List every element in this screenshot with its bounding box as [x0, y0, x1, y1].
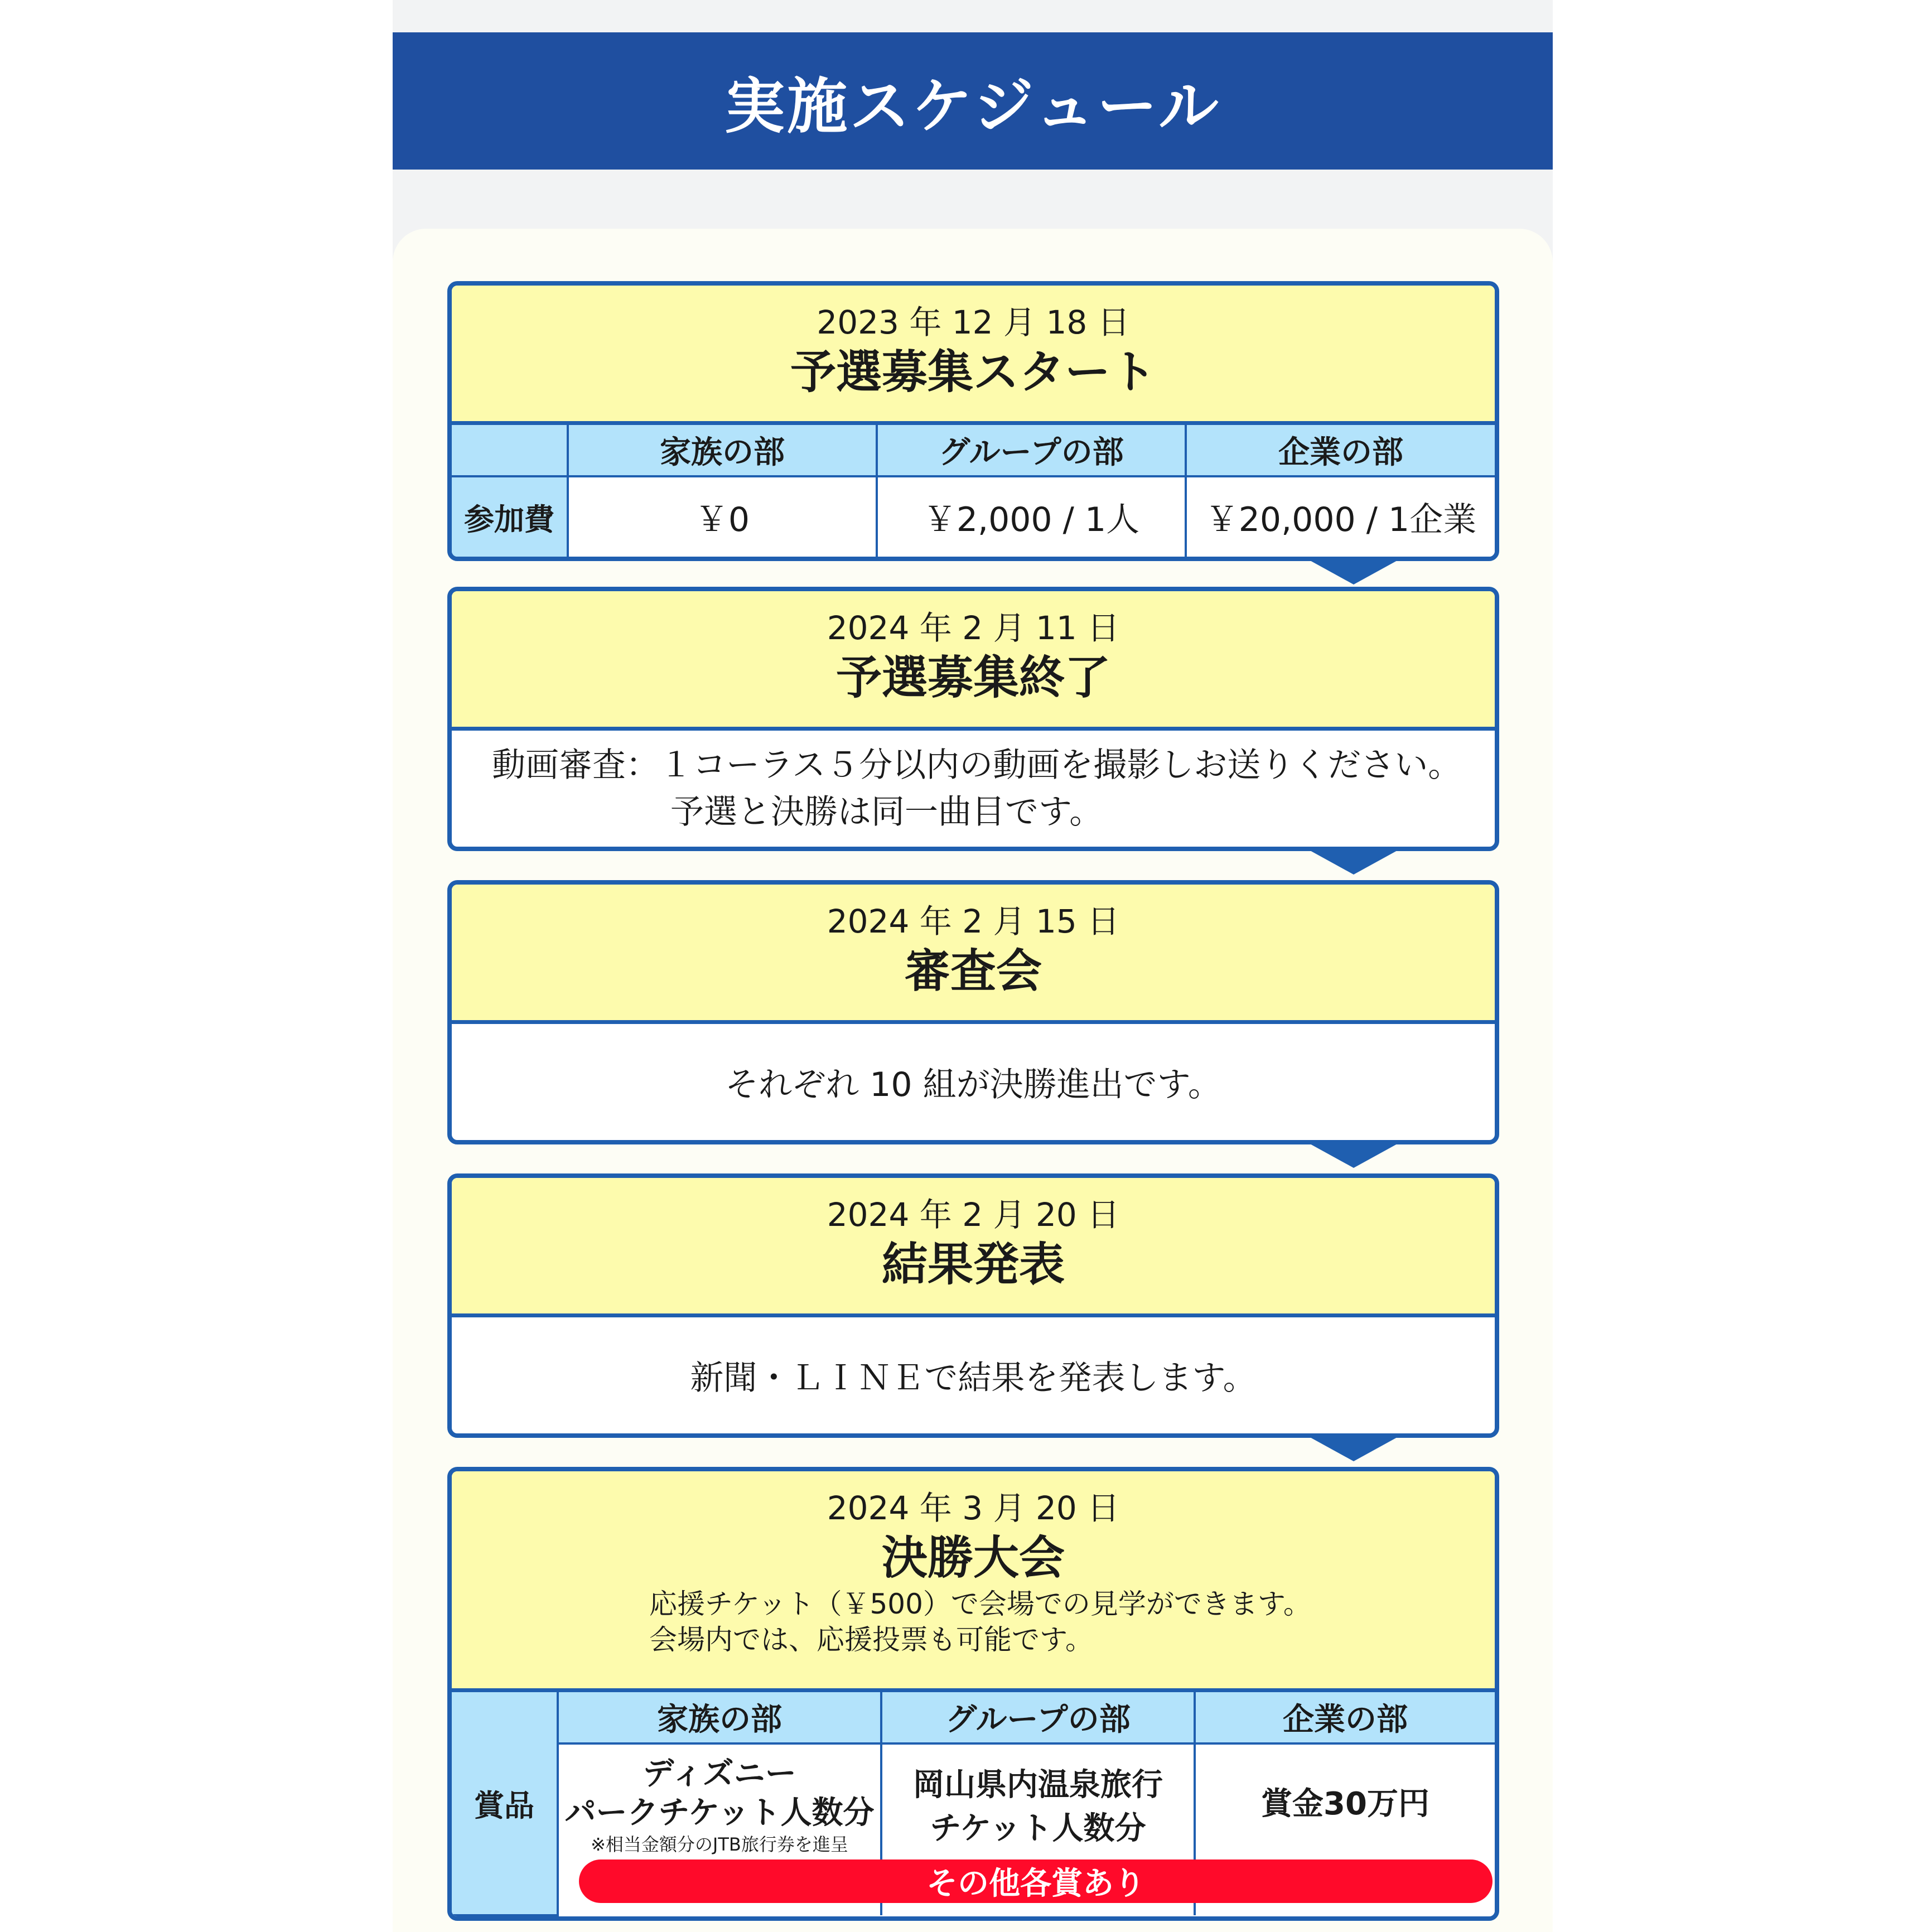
step-date: 2024 年 2 月 20 日	[827, 1196, 1120, 1234]
prize-family-note: ※相当金額分のJTB旅行券を進呈	[591, 1834, 848, 1855]
other-prizes-badge: その他各賞あり	[579, 1859, 1493, 1903]
fee-value-company: ￥20,000 / 1企業	[1186, 476, 1495, 557]
step-note: 応援チケット（￥500）で会場での見学ができます。	[649, 1588, 1311, 1620]
fee-value-family: ￥0	[568, 476, 877, 557]
step-card-head	[452, 1471, 1495, 1692]
fee-row-label: 参加費	[452, 476, 568, 557]
step-card-review	[447, 880, 1499, 1144]
flow-arrow-icon	[1309, 1437, 1398, 1461]
step-body-line: 予選と決勝は同一曲目です。	[670, 793, 1103, 832]
step-date: 2024 年 2 月 11 日	[827, 609, 1120, 647]
step-card-head	[452, 1178, 1495, 1317]
fee-value-group: ￥2,000 / 1人	[877, 476, 1186, 557]
flow-arrow-icon	[1309, 850, 1398, 875]
step-title: 決勝大会	[881, 1532, 1065, 1585]
prize-group-line: 岡山県内温泉旅行	[913, 1767, 1163, 1803]
step-title: 結果発表	[881, 1238, 1065, 1291]
step-note: 会場内では、応援投票も可能です。	[649, 1624, 1093, 1656]
fee-header-family: 家族の部	[568, 425, 877, 476]
prize-header-company: 企業の部	[1195, 1692, 1495, 1743]
step-card-entry-start	[447, 281, 1499, 561]
step-body	[452, 1317, 1495, 1433]
page	[393, 0, 1553, 1932]
step-body-line: それぞれ 10 組が決勝進出です。	[725, 1065, 1221, 1104]
prize-row-label: 賞品	[452, 1692, 558, 1915]
step-card-head	[452, 286, 1495, 425]
prize-header-family: 家族の部	[558, 1692, 881, 1743]
fee-table	[452, 425, 1495, 557]
step-body	[452, 731, 1495, 847]
step-card-entry-end	[447, 587, 1499, 851]
page-title: 実施スケジュール	[724, 71, 1221, 142]
flow-arrow-icon	[1309, 560, 1398, 585]
step-title: 予選募集スタート	[790, 346, 1156, 399]
step-card-finals	[447, 1467, 1499, 1921]
prize-header-group: グループの部	[881, 1692, 1195, 1743]
fee-header-company: 企業の部	[1186, 425, 1495, 476]
fee-header-group: グループの部	[877, 425, 1186, 476]
prize-company: 賞金30万円	[1261, 1786, 1429, 1822]
prize-family-line: ディズニー	[643, 1756, 796, 1792]
step-date: 2023 年 12 月 18 日	[817, 303, 1130, 341]
prize-family-line: パークチケット人数分	[564, 1795, 875, 1831]
step-body	[452, 1024, 1495, 1140]
schedule-panel	[393, 229, 1553, 1932]
header-band	[393, 32, 1553, 170]
step-title: 審査会	[904, 945, 1042, 998]
step-card-head	[452, 591, 1495, 731]
step-date: 2024 年 2 月 15 日	[827, 902, 1120, 940]
step-body-line: 新聞・ＬＩＮＥで結果を発表します。	[690, 1359, 1257, 1398]
step-date: 2024 年 3 月 20 日	[827, 1489, 1120, 1527]
flow-arrow-icon	[1309, 1143, 1398, 1168]
prize-group-line: チケット人数分	[930, 1810, 1146, 1847]
fee-table-corner	[452, 425, 568, 476]
step-card-head	[452, 885, 1495, 1024]
step-body-line: 動画審査：１コーラス５分以内の動画を撮影しお送りください。	[492, 746, 1462, 785]
step-card-results	[447, 1173, 1499, 1438]
step-title: 予選募集終了	[835, 651, 1110, 704]
